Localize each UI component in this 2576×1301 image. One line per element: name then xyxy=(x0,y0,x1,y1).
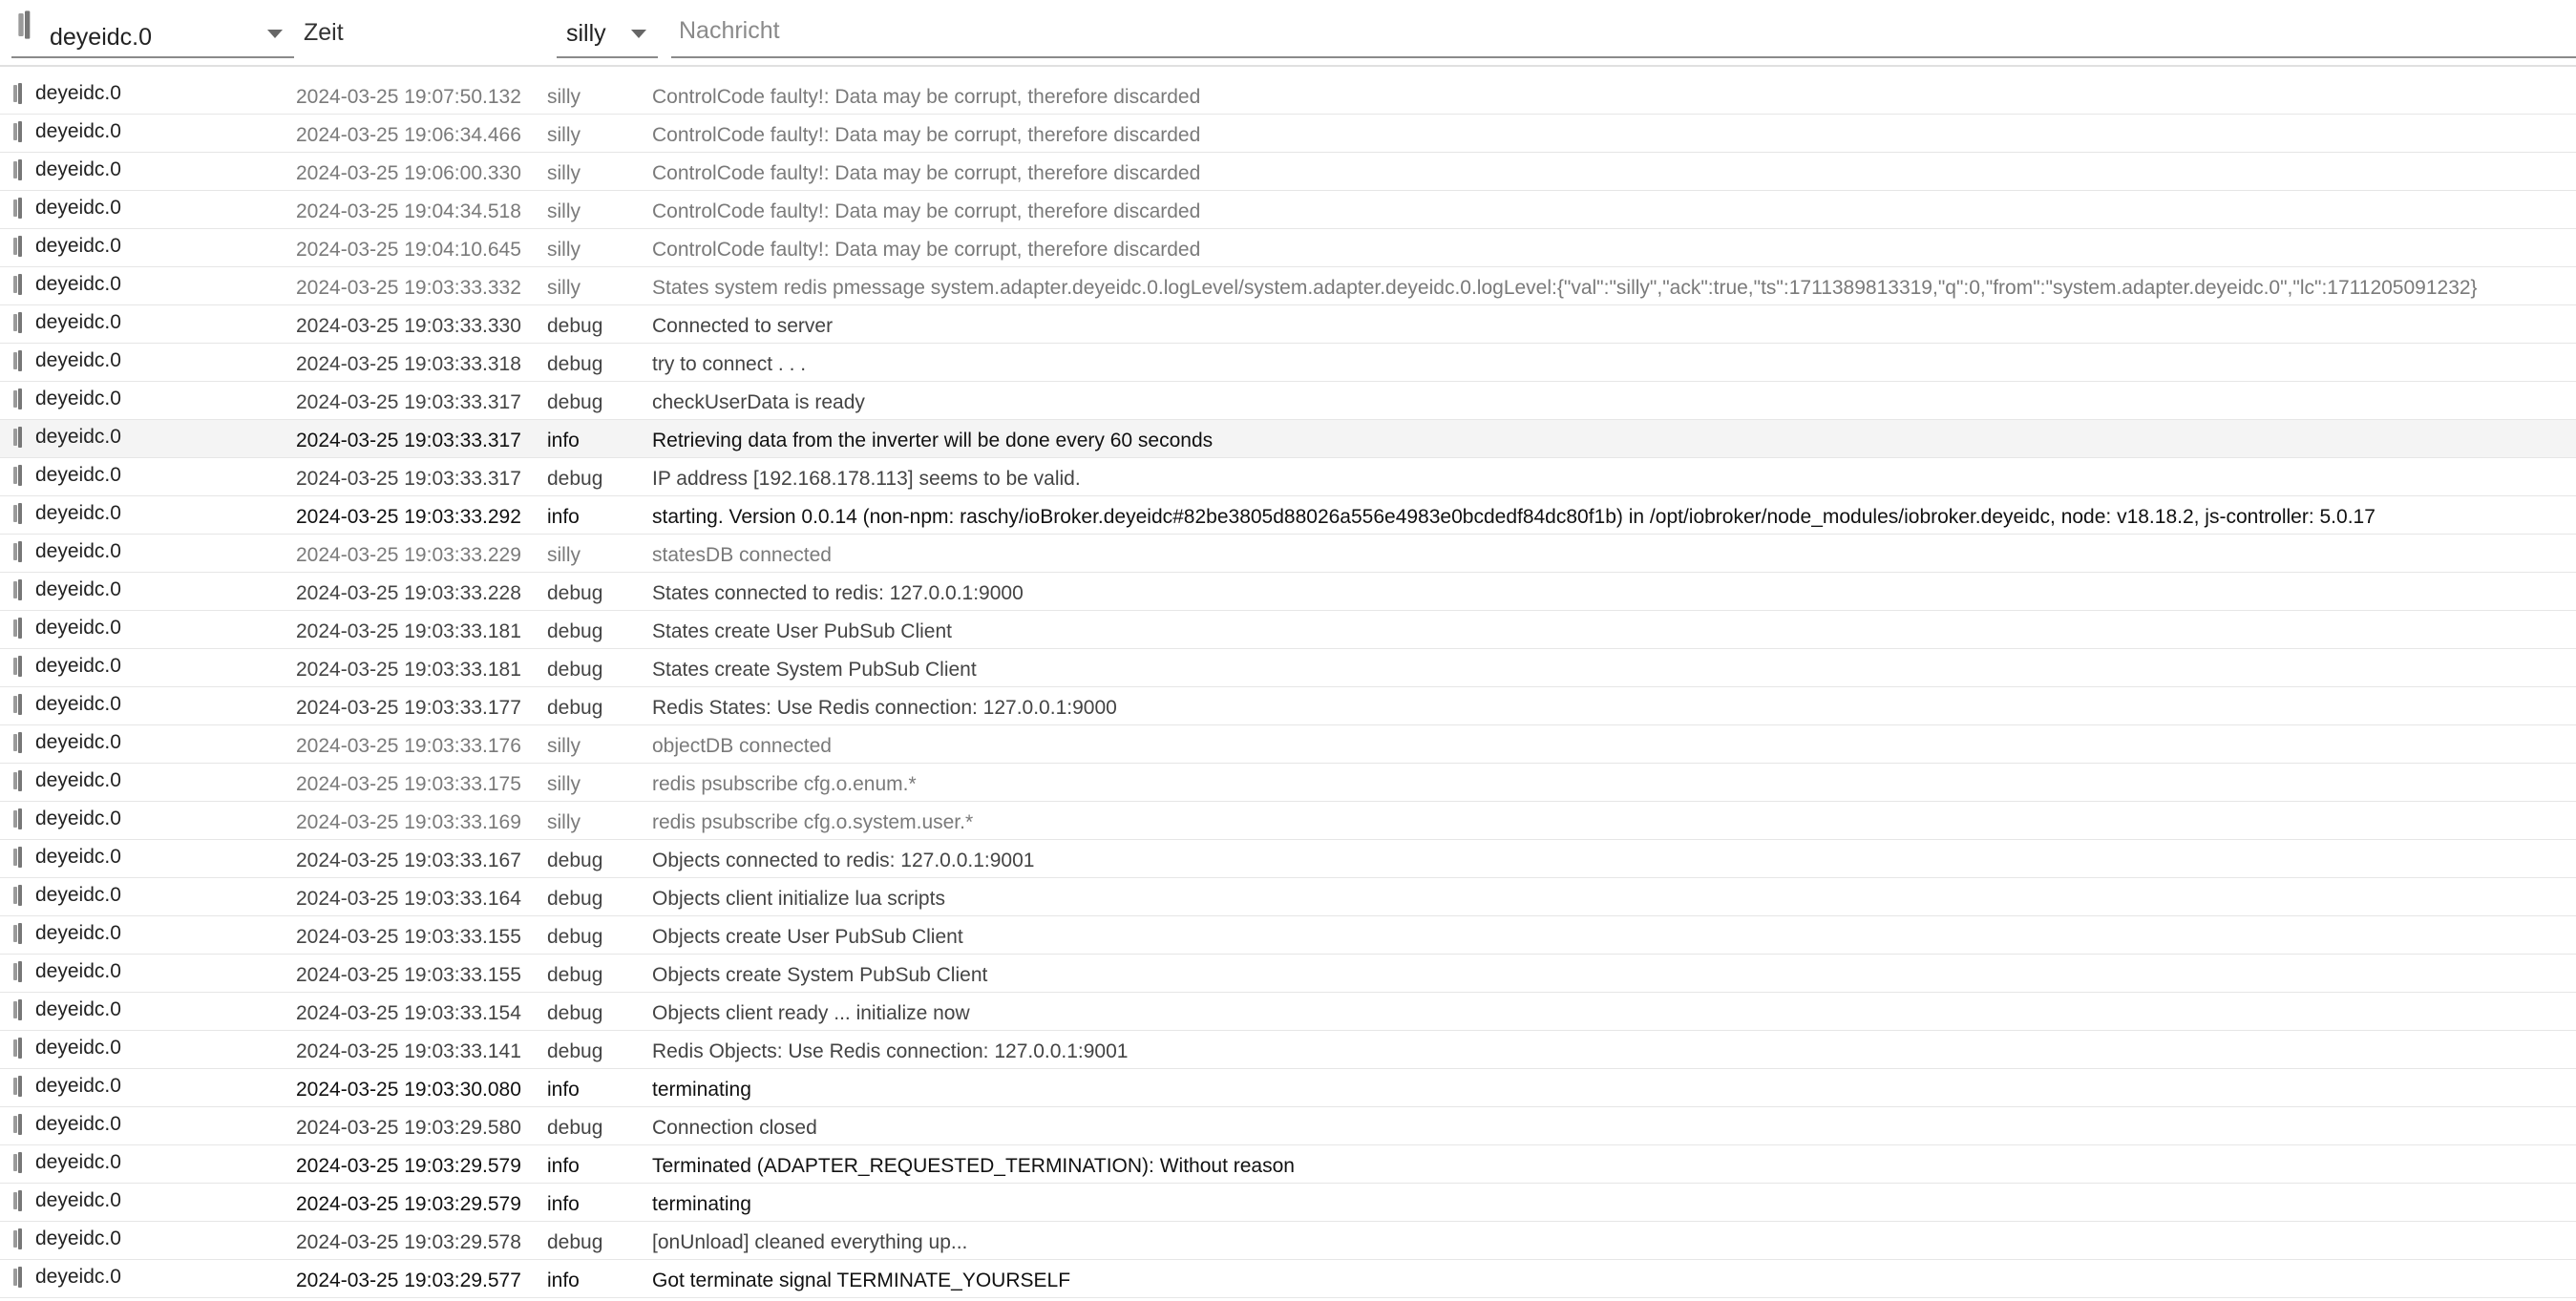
log-row[interactable] xyxy=(0,649,2576,687)
log-message: redis psubscribe cfg.o.system.user.* xyxy=(652,811,974,833)
log-row[interactable] xyxy=(0,420,2576,458)
log-instance: deyeidc.0 xyxy=(35,426,121,448)
log-severity: silly xyxy=(547,162,581,184)
log-time: 2024-03-25 19:03:29.580 xyxy=(296,1117,521,1139)
adapter-icon xyxy=(12,1152,24,1179)
log-severity: info xyxy=(547,1270,580,1291)
chevron-down-icon[interactable] xyxy=(631,30,646,38)
log-row[interactable] xyxy=(0,344,2576,382)
log-time: 2024-03-25 19:03:33.175 xyxy=(296,773,521,795)
log-message: States create System PubSub Client xyxy=(652,659,977,681)
log-time: 2024-03-25 19:06:34.466 xyxy=(296,124,521,146)
log-severity: silly xyxy=(547,735,581,757)
log-time: 2024-03-25 19:03:33.155 xyxy=(296,926,521,948)
log-time: 2024-03-25 19:03:33.169 xyxy=(296,811,521,833)
log-row[interactable] xyxy=(0,76,2576,115)
log-severity: silly xyxy=(547,811,581,833)
log-message: Objects client initialize lua scripts xyxy=(652,888,945,910)
log-message: ControlCode faulty!: Data may be corrupt, therefore discarded xyxy=(652,124,1201,146)
log-message: States create User PubSub Client xyxy=(652,620,952,642)
adapter-icon xyxy=(12,618,24,644)
log-instance-cell xyxy=(0,1222,285,1250)
log-severity: debug xyxy=(547,315,603,337)
log-row[interactable] xyxy=(0,955,2576,993)
log-message: Got terminate signal TERMINATE_YOURSELF xyxy=(652,1270,1071,1291)
log-instance: deyeidc.0 xyxy=(35,540,121,562)
log-time: 2024-03-25 19:03:33.292 xyxy=(296,506,521,528)
log-instance-cell xyxy=(0,76,285,105)
adapter-icon xyxy=(12,808,24,835)
log-severity: silly xyxy=(547,200,581,222)
log-severity: debug xyxy=(547,964,603,986)
log-time: 2024-03-25 19:03:33.141 xyxy=(296,1040,521,1062)
log-severity: debug xyxy=(547,659,603,681)
log-message: IP address [192.168.178.113] seems to be valid. xyxy=(652,468,1081,490)
adapter-icon xyxy=(12,1190,24,1217)
log-instance-cell xyxy=(0,153,285,181)
log-time: 2024-03-25 19:03:33.317 xyxy=(296,468,521,490)
log-instance: deyeidc.0 xyxy=(35,960,121,982)
log-instance-cell xyxy=(0,115,285,143)
log-row[interactable] xyxy=(0,1145,2576,1184)
log-instance: deyeidc.0 xyxy=(35,846,121,868)
log-message: Connection closed xyxy=(652,1117,817,1139)
adapter-icon xyxy=(12,656,24,682)
log-severity: silly xyxy=(547,277,581,299)
adapter-icon xyxy=(12,198,24,224)
log-instance: deyeidc.0 xyxy=(35,273,121,295)
log-instance-cell xyxy=(0,1145,285,1174)
log-time: 2024-03-25 19:03:29.577 xyxy=(296,1270,521,1291)
log-instance: deyeidc.0 xyxy=(35,731,121,753)
log-instance-cell xyxy=(0,1031,285,1060)
adapter-icon xyxy=(12,770,24,797)
log-row[interactable] xyxy=(0,1260,2576,1298)
log-severity: debug xyxy=(547,468,603,490)
log-rows xyxy=(0,76,2576,1298)
log-message: States connected to redis: 127.0.0.1:9000 xyxy=(652,582,1024,604)
log-instance-cell xyxy=(0,344,285,372)
log-instance-cell xyxy=(0,1260,285,1289)
chevron-down-icon[interactable] xyxy=(267,30,283,38)
log-message: terminating xyxy=(652,1079,751,1101)
log-time: 2024-03-25 19:03:33.155 xyxy=(296,964,521,986)
log-instance: deyeidc.0 xyxy=(35,617,121,639)
adapter-icon xyxy=(12,312,24,339)
log-message: try to connect . . . xyxy=(652,353,807,375)
adapter-icon xyxy=(12,274,24,301)
log-severity: debug xyxy=(547,620,603,642)
log-message: ControlCode faulty!: Data may be corrupt, therefore discarded xyxy=(652,86,1201,108)
log-row[interactable] xyxy=(0,305,2576,344)
adapter-icon xyxy=(12,732,24,759)
adapter-icon xyxy=(12,1114,24,1141)
instance-filter-value: deyeidc.0 xyxy=(50,24,153,51)
log-instance: deyeidc.0 xyxy=(35,82,121,104)
log-message: Terminated (ADAPTER_REQUESTED_TERMINATION): Without reason xyxy=(652,1155,1295,1177)
log-instance-cell xyxy=(0,420,285,449)
log-instance: deyeidc.0 xyxy=(35,464,121,486)
log-instance-cell xyxy=(0,725,285,754)
adapter-icon xyxy=(17,10,32,44)
log-instance-cell xyxy=(0,267,285,296)
log-time: 2024-03-25 19:07:50.132 xyxy=(296,86,521,108)
log-message: ControlCode faulty!: Data may be corrupt, therefore discarded xyxy=(652,200,1201,222)
log-instance-cell xyxy=(0,382,285,410)
log-instance-cell xyxy=(0,764,285,792)
log-row[interactable] xyxy=(0,153,2576,191)
log-message: ControlCode faulty!: Data may be corrupt, therefore discarded xyxy=(652,239,1201,261)
log-instance-cell xyxy=(0,840,285,869)
adapter-icon xyxy=(12,121,24,148)
log-instance-cell xyxy=(0,1107,285,1136)
log-row[interactable] xyxy=(0,496,2576,535)
log-severity: debug xyxy=(547,353,603,375)
adapter-icon xyxy=(12,465,24,492)
log-instance-cell xyxy=(0,229,285,258)
adapter-icon xyxy=(12,388,24,415)
log-message: checkUserData is ready xyxy=(652,391,865,413)
log-row[interactable] xyxy=(0,840,2576,878)
adapter-icon xyxy=(12,885,24,912)
log-instance-cell xyxy=(0,305,285,334)
log-row[interactable] xyxy=(0,993,2576,1031)
log-row[interactable] xyxy=(0,1069,2576,1107)
log-message: ControlCode faulty!: Data may be corrupt, therefore discarded xyxy=(652,162,1201,184)
adapter-icon xyxy=(12,1228,24,1255)
log-instance: deyeidc.0 xyxy=(35,1151,121,1173)
log-row[interactable] xyxy=(0,878,2576,916)
log-instance: deyeidc.0 xyxy=(35,197,121,219)
log-severity: debug xyxy=(547,1002,603,1024)
log-instance-cell xyxy=(0,649,285,678)
log-time: 2024-03-25 19:03:33.177 xyxy=(296,697,521,719)
log-severity: debug xyxy=(547,582,603,604)
log-instance: deyeidc.0 xyxy=(35,1189,121,1211)
log-time: 2024-03-25 19:03:33.154 xyxy=(296,1002,521,1024)
log-instance-cell xyxy=(0,1069,285,1098)
log-message: Objects create System PubSub Client xyxy=(652,964,988,986)
log-instance: deyeidc.0 xyxy=(35,1228,121,1249)
log-severity: info xyxy=(547,1193,580,1215)
log-instance: deyeidc.0 xyxy=(35,922,121,944)
log-time: 2024-03-25 19:03:33.167 xyxy=(296,850,521,871)
log-header xyxy=(0,0,2576,67)
log-instance: deyeidc.0 xyxy=(35,808,121,829)
log-instance: deyeidc.0 xyxy=(35,1266,121,1288)
log-instance-cell xyxy=(0,802,285,830)
log-message: Objects create User PubSub Client xyxy=(652,926,963,948)
log-message: starting. Version 0.0.14 (non-npm: raschy/ioBroker.deyeidc#82be3805d88026a556e4983e0bcdedf84dc80f1b) in /opt/iobroker/node_modules/iobroker.deyeidc, node: v18.18.2, js-controller: 5.0.17 xyxy=(652,506,2375,528)
log-severity: debug xyxy=(547,888,603,910)
log-time: 2024-03-25 19:03:33.164 xyxy=(296,888,521,910)
log-row[interactable] xyxy=(0,115,2576,153)
log-time: 2024-03-25 19:03:29.578 xyxy=(296,1231,521,1253)
severity-filter-value: silly xyxy=(566,20,606,47)
adapter-icon xyxy=(12,999,24,1026)
log-time: 2024-03-25 19:03:33.318 xyxy=(296,353,521,375)
log-instance-cell xyxy=(0,687,285,716)
log-instance: deyeidc.0 xyxy=(35,1075,121,1097)
log-message: statesDB connected xyxy=(652,544,832,566)
log-time: 2024-03-25 19:03:33.332 xyxy=(296,277,521,299)
adapter-icon xyxy=(12,961,24,988)
log-time: 2024-03-25 19:04:34.518 xyxy=(296,200,521,222)
adapter-icon xyxy=(12,159,24,186)
adapter-icon xyxy=(12,503,24,530)
log-row[interactable] xyxy=(0,382,2576,420)
instance-filter-select[interactable] xyxy=(11,7,294,58)
log-instance-cell xyxy=(0,916,285,945)
log-time: 2024-03-25 19:03:33.181 xyxy=(296,620,521,642)
log-instance: deyeidc.0 xyxy=(35,388,121,409)
log-row[interactable] xyxy=(0,535,2576,573)
adapter-icon xyxy=(12,694,24,721)
adapter-icon xyxy=(12,427,24,453)
log-message: objectDB connected xyxy=(652,735,832,757)
log-severity: silly xyxy=(547,124,581,146)
adapter-icon xyxy=(12,83,24,110)
log-severity: silly xyxy=(547,773,581,795)
log-instance: deyeidc.0 xyxy=(35,1037,121,1059)
log-severity: debug xyxy=(547,850,603,871)
log-row[interactable] xyxy=(0,191,2576,229)
log-instance-cell xyxy=(0,993,285,1021)
log-message: States system redis pmessage system.adapter.deyeidc.0.logLevel/system.adapter.deyeidc.0.logLevel:{"val":"silly","ack":true,"ts":1711389813319,"q":0,"from":"system.adapter.deyeidc.0","lc":1711205091232} xyxy=(652,277,2478,299)
log-row[interactable] xyxy=(0,229,2576,267)
log-time: 2024-03-25 19:03:29.579 xyxy=(296,1155,521,1177)
log-row[interactable] xyxy=(0,725,2576,764)
adapter-icon xyxy=(12,923,24,950)
log-time: 2024-03-25 19:03:33.330 xyxy=(296,315,521,337)
log-message: Retrieving data from the inverter will be done every 60 seconds xyxy=(652,430,1214,451)
log-instance-cell xyxy=(0,611,285,640)
adapter-icon xyxy=(12,1076,24,1102)
log-severity: debug xyxy=(547,1117,603,1139)
log-row[interactable] xyxy=(0,458,2576,496)
log-instance: deyeidc.0 xyxy=(35,578,121,600)
log-instance-cell xyxy=(0,496,285,525)
log-instance-cell xyxy=(0,535,285,563)
log-instance: deyeidc.0 xyxy=(35,693,121,715)
adapter-icon xyxy=(12,350,24,377)
log-message: Redis States: Use Redis connection: 127.0.0.1:9000 xyxy=(652,697,1117,719)
log-severity: info xyxy=(547,1155,580,1177)
log-instance-cell xyxy=(0,878,285,907)
adapter-icon xyxy=(12,236,24,262)
adapter-icon xyxy=(12,541,24,568)
log-time: 2024-03-25 19:03:29.579 xyxy=(296,1193,521,1215)
log-instance: deyeidc.0 xyxy=(35,1113,121,1135)
log-instance-cell xyxy=(0,458,285,487)
log-instance-cell xyxy=(0,191,285,220)
log-instance: deyeidc.0 xyxy=(35,311,121,333)
time-column-header: Zeit xyxy=(304,18,344,46)
log-instance: deyeidc.0 xyxy=(35,655,121,677)
log-row[interactable] xyxy=(0,1222,2576,1260)
adapter-icon xyxy=(12,1038,24,1064)
log-time: 2024-03-25 19:03:33.229 xyxy=(296,544,521,566)
log-instance-cell xyxy=(0,955,285,983)
log-message: Connected to server xyxy=(652,315,834,337)
log-time: 2024-03-25 19:03:33.317 xyxy=(296,391,521,413)
log-instance: deyeidc.0 xyxy=(35,884,121,906)
log-message: terminating xyxy=(652,1193,751,1215)
log-instance: deyeidc.0 xyxy=(35,998,121,1020)
log-severity: silly xyxy=(547,544,581,566)
log-severity: debug xyxy=(547,391,603,413)
log-severity: info xyxy=(547,1079,580,1101)
log-severity: debug xyxy=(547,1040,603,1062)
log-row[interactable] xyxy=(0,1031,2576,1069)
log-row[interactable] xyxy=(0,1184,2576,1222)
log-instance: deyeidc.0 xyxy=(35,158,121,180)
log-instance-cell xyxy=(0,573,285,601)
log-message: Redis Objects: Use Redis connection: 127.0.0.1:9001 xyxy=(652,1040,1129,1062)
adapter-icon xyxy=(12,847,24,873)
log-severity: debug xyxy=(547,926,603,948)
log-time: 2024-03-25 19:03:33.176 xyxy=(296,735,521,757)
log-instance: deyeidc.0 xyxy=(35,349,121,371)
log-severity: debug xyxy=(547,1231,603,1253)
log-time: 2024-03-25 19:03:33.228 xyxy=(296,582,521,604)
log-severity: info xyxy=(547,506,580,528)
log-instance: deyeidc.0 xyxy=(35,235,121,257)
log-message: Objects connected to redis: 127.0.0.1:9001 xyxy=(652,850,1035,871)
log-instance-cell xyxy=(0,1184,285,1212)
log-message: Objects client ready ... initialize now xyxy=(652,1002,970,1024)
log-instance: deyeidc.0 xyxy=(35,769,121,791)
message-filter[interactable] xyxy=(671,7,2576,58)
log-row[interactable] xyxy=(0,611,2576,649)
log-row[interactable] xyxy=(0,573,2576,611)
log-time: 2024-03-25 19:03:30.080 xyxy=(296,1079,521,1101)
log-row[interactable] xyxy=(0,802,2576,840)
log-row[interactable] xyxy=(0,916,2576,955)
log-message: [onUnload] cleaned everything up... xyxy=(652,1231,968,1253)
log-time: 2024-03-25 19:03:33.181 xyxy=(296,659,521,681)
adapter-icon xyxy=(12,579,24,606)
severity-filter-select[interactable] xyxy=(557,7,658,58)
message-filter-input[interactable] xyxy=(677,16,2399,46)
log-message: redis psubscribe cfg.o.enum.* xyxy=(652,773,917,795)
log-time: 2024-03-25 19:06:00.330 xyxy=(296,162,521,184)
log-instance: deyeidc.0 xyxy=(35,502,121,524)
log-severity: info xyxy=(547,430,580,451)
log-row[interactable] xyxy=(0,267,2576,305)
log-row[interactable] xyxy=(0,764,2576,802)
adapter-icon xyxy=(12,1267,24,1293)
log-time: 2024-03-25 19:04:10.645 xyxy=(296,239,521,261)
log-severity: silly xyxy=(547,86,581,108)
log-instance: deyeidc.0 xyxy=(35,120,121,142)
log-time: 2024-03-25 19:03:33.317 xyxy=(296,430,521,451)
log-row[interactable] xyxy=(0,687,2576,725)
log-severity: silly xyxy=(547,239,581,261)
log-row[interactable] xyxy=(0,1107,2576,1145)
log-severity: debug xyxy=(547,697,603,719)
